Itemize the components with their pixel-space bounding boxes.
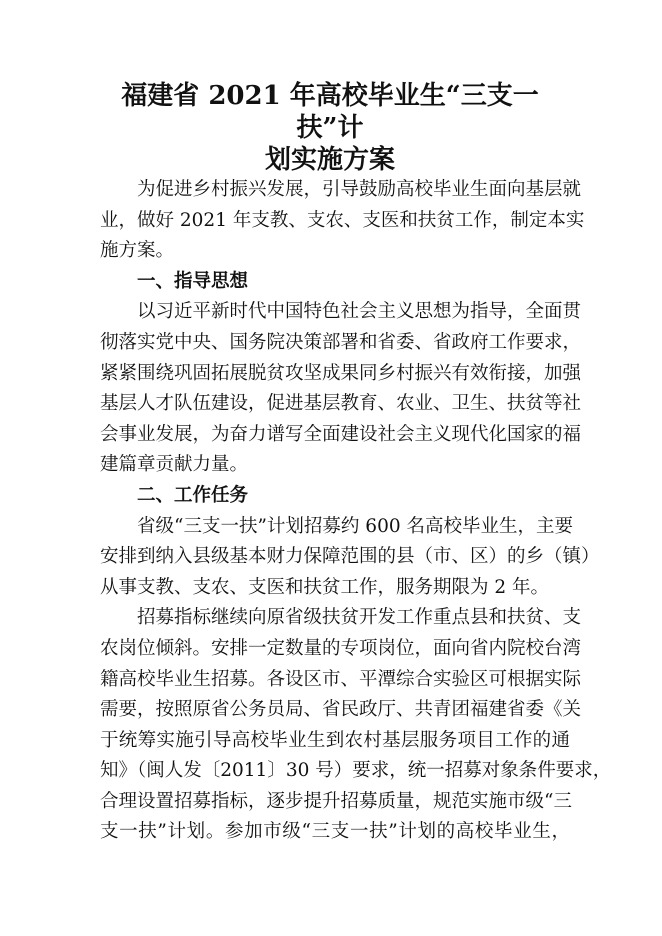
paragraph-line: 从事支教、支农、支医和扶贫工作，服务期限为 2 年。 <box>100 576 550 598</box>
paragraph-line: 于统筹实施引导高校毕业生到农村基层服务项目工作的通 <box>100 729 570 751</box>
section-heading: 一、指导思想 <box>137 270 249 292</box>
paragraph-line: 安排到纳入县级基本财力保障范围的县（市、区）的乡（镇） <box>100 546 600 568</box>
paragraph-line: 会事业发展，为奋力谱写全面建设社会主义现代化国家的福 <box>100 423 582 445</box>
paragraph-line: 需要，按照原省公务员局、省民政厅、共青团福建省委《关 <box>100 699 582 721</box>
title-line: 划实施方案 <box>264 145 395 175</box>
paragraph-line: 紧紧围绕巩固拓展脱贫攻坚成果同乡村振兴有效衔接，加强 <box>100 362 582 384</box>
document-title <box>90 80 570 176</box>
paragraph-line: 籍高校毕业生招募。各设区市、平潭综合实验区可根据实际 <box>100 668 582 690</box>
paragraph-line: 知》（闽人发〔2011〕30 号）要求，统一招募对象条件要求， <box>100 760 612 782</box>
document-body <box>100 175 612 848</box>
paragraph-line: 以习近平新时代中国特色社会主义思想为指导，全面贯 <box>137 301 582 323</box>
paragraph-line: 基层人才队伍建设，促进基层教育、农业、卫生、扶贫等社 <box>100 393 582 415</box>
paragraph-line: 建篇章贡献力量。 <box>100 454 249 476</box>
paragraph-line: 支一扶”计划。参加市级“三支一扶”计划的高校毕业生， <box>100 821 570 843</box>
paragraph-line: 省级“三支一扶”计划招募约 600 名高校毕业生，主要 <box>137 515 573 537</box>
paragraph-line: 合理设置招募指标，逐步提升招募质量，规范实施市级“三 <box>100 790 572 812</box>
section-heading: 二、工作任务 <box>137 484 249 506</box>
paragraph-line: 农岗位倾斜。安排一定数量的专项岗位，面向省内院校台湾 <box>100 637 582 659</box>
paragraph-line: 施方案。 <box>100 240 175 262</box>
paragraph-line: 业，做好 2021 年支教、支农、支医和扶贫工作，制定本实 <box>100 209 585 231</box>
title-line: 福建省 2021 年高校毕业生“三支一扶”计 <box>121 81 539 143</box>
paragraph-line: 为促进乡村振兴发展，引导鼓励高校毕业生面向基层就 <box>137 179 582 200</box>
paragraph-line: 招募指标继续向原省级扶贫开发工作重点县和扶贫、支 <box>137 607 582 629</box>
paragraph-line: 彻落实党中央、国务院决策部署和省委、省政府工作要求， <box>100 331 582 353</box>
